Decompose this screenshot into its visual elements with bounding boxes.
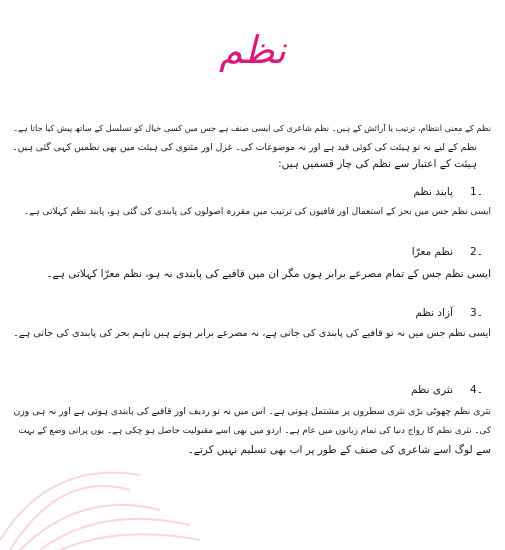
- type-heading: پابند نظم: [413, 186, 453, 198]
- type-heading: نثری نظم: [411, 384, 453, 396]
- type-number: 4۔: [470, 384, 483, 396]
- type-description: ایسی نظم جس کے تمام مصرعے برابر ہوں مگر ان میں قافیے کی پابندی نہ ہو، نظم معرّا کہلاتی ہے۔: [46, 268, 491, 280]
- intro-line-3: ہیئت کے اعتبار سے نظم کی چار قسمیں ہیں:: [278, 158, 477, 170]
- type-heading: آزاد نظم: [415, 307, 453, 319]
- intro-line-1: نظم کے معنی انتظام، ترتیب یا آرائش کے ہیں۔ نظم شاعری کی ایسی صنف ہے جس میں کسی خیال کو تسلسل کے ساتھ پیش کیا جاتا ہے۔: [13, 123, 491, 133]
- type-heading: نظم معرّا: [411, 246, 453, 258]
- type-description: ایسی نظم جس میں بحر کے استعمال اور قافیوں کی ترتیب میں مقررہ اصولوں کی پابندی کی گئی ہو، پابند نظم کہلاتی ہے۔: [23, 207, 491, 217]
- type-number: 2۔: [470, 246, 483, 258]
- intro-line-2: نظم کے لیے نہ تو ہیئت کی کوئی قید ہے اور نہ موضوعات کی۔ غزل اور مثنوی کی ہیئت میں بھی نظمیں کہی گئی ہیں۔: [12, 142, 477, 153]
- type-number: 3۔: [470, 307, 483, 319]
- type-description-line: کی۔ نثری نظم کا رواج دنیا کی تمام زبانوں میں عام ہے۔ اردو میں بھی اسے مقبولیت حاصل ہو چکی ہے۔ یوں پرانی وضع کے بہت: [18, 426, 491, 436]
- type-description-line: سے لوگ اسے شاعری کی صنف کے طور پر اب بھی تسلیم نہیں کرتے۔: [187, 444, 491, 456]
- type-description-line: نثری نظم چھوٹی بڑی نثری سطروں پر مشتمل ہوتی ہے۔ اس میں نہ تو ردیف اور قافیے کی پابندی ہوتی ہے اور نہ ہی وزن: [13, 406, 491, 417]
- type-description: ایسی نظم جس میں نہ تو قافیے کی پابندی کی جاتی ہے، نہ مصرعے برابر ہوتے ہیں تاہم بحر کی پابندی کی جاتی ہے۔: [13, 328, 491, 339]
- page-title: نظم: [218, 28, 287, 72]
- type-number: 1۔: [470, 186, 483, 198]
- watermark-decoration: [0, 430, 200, 550]
